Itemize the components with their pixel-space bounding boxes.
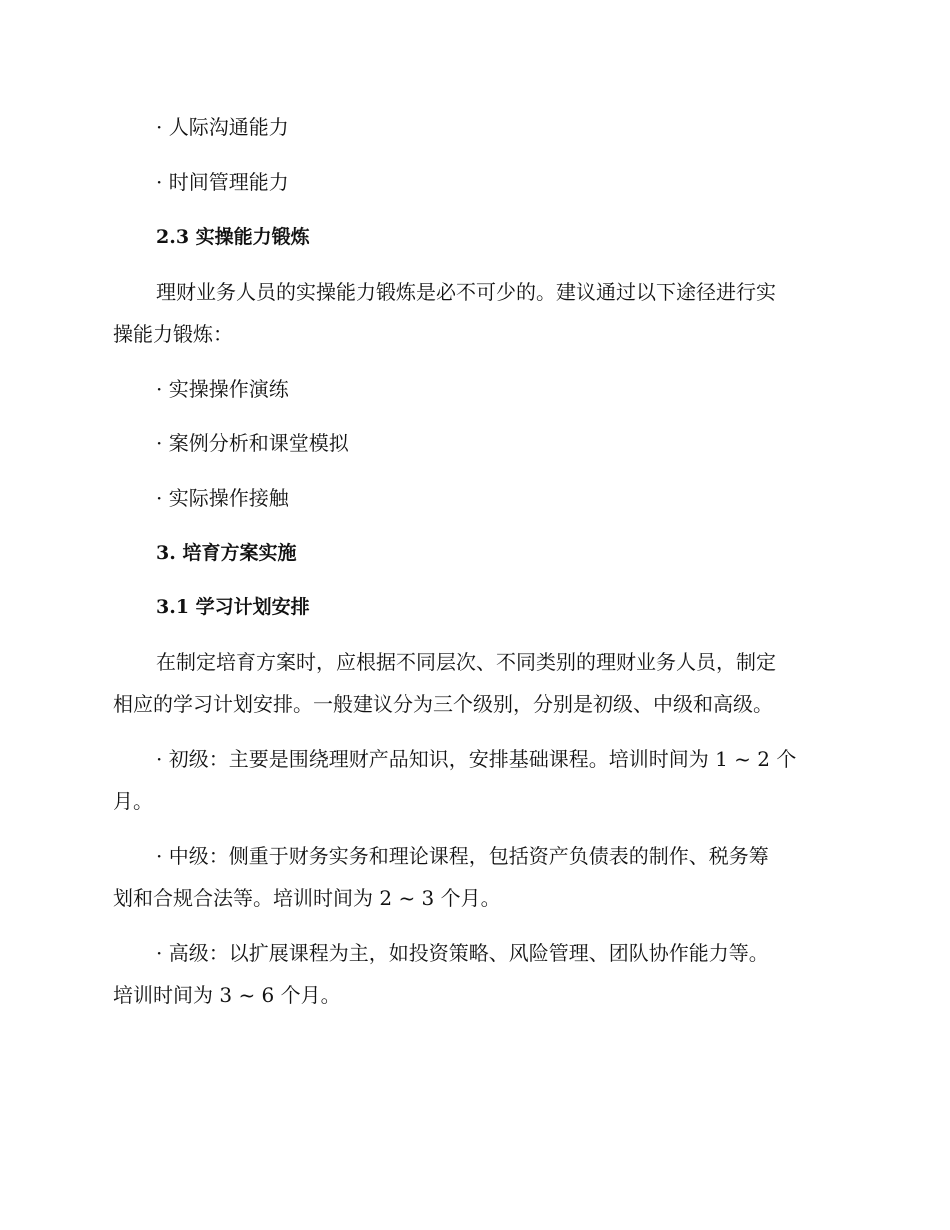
- paragraph-line: 相应的学习计划安排。一般建议分为三个级别，分别是初级、中级和高级。: [113, 692, 773, 716]
- list-item-continuation: 月。: [113, 789, 153, 813]
- list-item-continuation: 划和合规合法等。培训时间为 2 ~ 3 个月。: [113, 886, 501, 910]
- section-heading: 2.3 实操能力锻炼: [156, 226, 310, 248]
- list-item: · 案例分析和课堂模拟: [156, 431, 349, 455]
- list-item: · 中级：侧重于财务实务和理论课程，包括资产负债表的制作、税务筹: [156, 844, 769, 868]
- list-item-continuation: 培训时间为 3 ~ 6 个月。: [113, 983, 341, 1007]
- list-item: · 时间管理能力: [156, 170, 289, 194]
- list-item: · 实操操作演练: [156, 377, 289, 401]
- paragraph-line: 理财业务人员的实操能力锻炼是必不可少的。建议通过以下途径进行实: [156, 280, 776, 304]
- list-item: · 高级：以扩展课程为主，如投资策略、风险管理、团队协作能力等。: [156, 941, 769, 965]
- section-heading: 3.1 学习计划安排: [156, 596, 310, 618]
- paragraph-line: 操能力锻炼：: [113, 322, 233, 346]
- paragraph-line: 在制定培育方案时，应根据不同层次、不同类别的理财业务人员，制定: [156, 650, 776, 674]
- section-heading: 3. 培育方案实施: [156, 542, 297, 564]
- list-item: · 实际操作接触: [156, 486, 289, 510]
- list-item: · 人际沟通能力: [156, 115, 289, 139]
- list-item: · 初级：主要是围绕理财产品知识，安排基础课程。培训时间为 1 ~ 2 个: [156, 747, 797, 771]
